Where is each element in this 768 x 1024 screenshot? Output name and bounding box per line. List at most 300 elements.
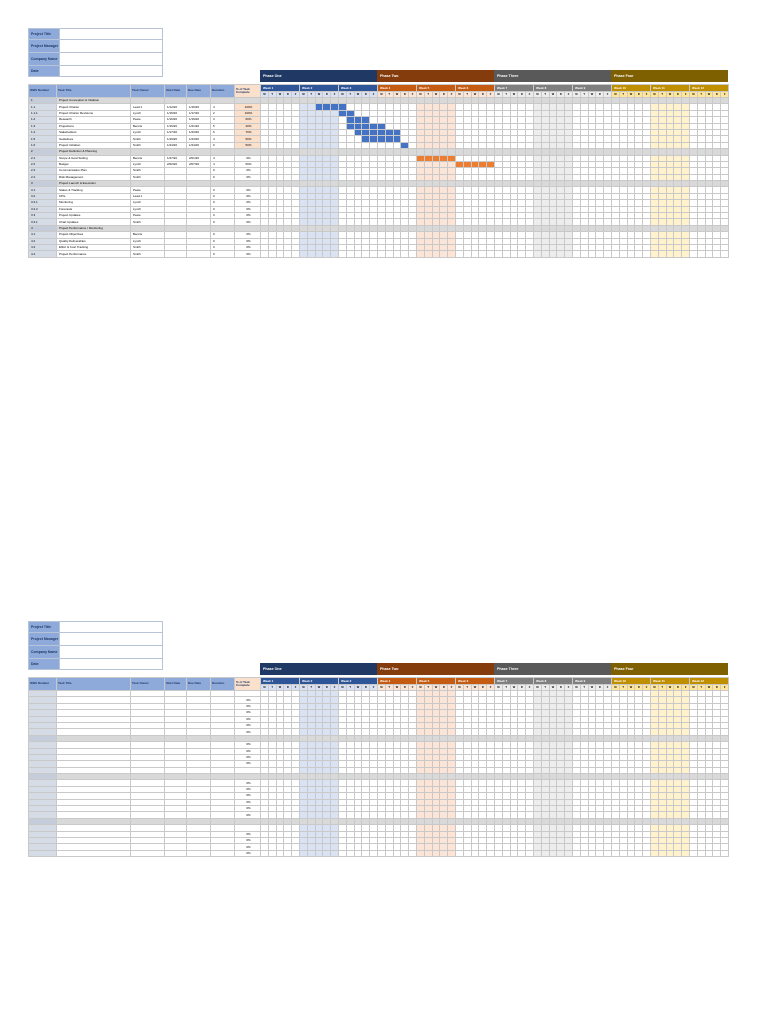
gantt-day-cell[interactable] xyxy=(557,251,565,257)
wbs-number[interactable]: 3.3.1 xyxy=(29,219,57,225)
duration[interactable]: 4 xyxy=(211,136,235,142)
pct-complete[interactable]: 0% xyxy=(235,219,261,225)
duration[interactable]: 5 xyxy=(211,123,235,129)
task-title[interactable]: KPIs xyxy=(57,193,131,199)
duration[interactable]: 4 xyxy=(211,104,235,110)
pct-complete[interactable]: 0% xyxy=(235,697,261,703)
gantt-day-cell[interactable] xyxy=(424,850,432,856)
start-date[interactable]: 1/27/20 xyxy=(165,155,187,161)
gantt-day-cell[interactable] xyxy=(448,251,456,257)
pct-complete[interactable]: 0% xyxy=(235,232,261,238)
task-owner[interactable]: Bennis xyxy=(131,155,165,161)
task-owner[interactable]: Smith xyxy=(131,136,165,142)
gantt-day-cell[interactable] xyxy=(487,251,495,257)
task-owner[interactable]: Peele xyxy=(131,117,165,123)
start-date[interactable]: 1/17/20 xyxy=(165,129,187,135)
gantt-day-cell[interactable] xyxy=(440,251,448,257)
gantt-day-cell[interactable] xyxy=(479,850,487,856)
pct-complete[interactable]: 0% xyxy=(235,780,261,786)
pct-complete[interactable]: 0% xyxy=(235,703,261,709)
due-date[interactable]: 1/19/20 xyxy=(187,117,211,123)
task-title[interactable]: Risk Management xyxy=(57,174,131,180)
gantt-day-cell[interactable] xyxy=(658,251,666,257)
gantt-day-cell[interactable] xyxy=(580,251,588,257)
task-title[interactable]: Budget xyxy=(57,161,131,167)
gantt-day-cell[interactable] xyxy=(261,251,269,257)
wbs-number[interactable]: 4.2 xyxy=(29,238,57,244)
info-value-field[interactable] xyxy=(60,40,163,53)
pct-complete[interactable]: 0% xyxy=(235,200,261,206)
pct-complete[interactable]: 100% xyxy=(235,110,261,116)
gantt-day-cell[interactable] xyxy=(339,251,347,257)
duration[interactable]: 0 xyxy=(211,142,235,148)
task-owner[interactable]: Lynch xyxy=(131,200,165,206)
pct-complete[interactable]: 0% xyxy=(235,174,261,180)
day-label: M xyxy=(417,92,425,98)
wbs-number[interactable] xyxy=(29,850,57,856)
gantt-day-cell[interactable] xyxy=(315,850,323,856)
wbs-number[interactable]: 1.1 xyxy=(29,104,57,110)
info-value-field[interactable] xyxy=(60,622,163,633)
gantt-day-cell[interactable] xyxy=(565,251,573,257)
task-owner-header: Task Owner xyxy=(131,85,165,98)
gantt-day-cell[interactable] xyxy=(651,251,659,257)
gantt-day-cell[interactable] xyxy=(487,850,495,856)
task-title[interactable]: Project Updates xyxy=(57,213,131,219)
due-date[interactable]: 2/07/20 xyxy=(187,161,211,167)
pct-complete[interactable]: 60% xyxy=(235,117,261,123)
gantt-day-cell[interactable] xyxy=(417,850,425,856)
gantt-day-cell[interactable] xyxy=(604,850,612,856)
day-label: T xyxy=(697,92,705,98)
gantt-day-cell[interactable] xyxy=(588,850,596,856)
gantt-day-cell[interactable] xyxy=(276,251,284,257)
wbs-number[interactable]: 2.2 xyxy=(29,161,57,167)
duration[interactable]: 2 xyxy=(211,110,235,116)
pct-complete[interactable]: 0% xyxy=(235,806,261,812)
gantt-day-cell[interactable] xyxy=(456,251,464,257)
wbs-number[interactable]: 3.3 xyxy=(29,213,57,219)
wbs-number[interactable]: 2.3 xyxy=(29,168,57,174)
gantt-day-cell[interactable] xyxy=(385,850,393,856)
task-owner[interactable]: Peele xyxy=(131,213,165,219)
duration[interactable]: 0 xyxy=(211,193,235,199)
pct-complete[interactable]: 0% xyxy=(235,238,261,244)
pct-complete[interactable]: 70% xyxy=(235,129,261,135)
gantt-day-cell[interactable] xyxy=(268,850,276,856)
gantt-day-cell[interactable] xyxy=(323,850,331,856)
wbs-number[interactable]: 1.1.1 xyxy=(29,110,57,116)
gantt-day-cell[interactable] xyxy=(619,251,627,257)
wbs-number[interactable]: 2.1 xyxy=(29,155,57,161)
wbs-number[interactable]: 4.4 xyxy=(29,251,57,257)
day-label: W xyxy=(549,685,557,691)
task-title[interactable]: Scope & Goal Setting xyxy=(57,155,131,161)
wbs-number[interactable]: 3 xyxy=(29,181,57,187)
task-title[interactable]: Research xyxy=(57,117,131,123)
due-date[interactable] xyxy=(187,850,211,856)
task-title[interactable]: Project Performance / Monitoring xyxy=(57,225,131,231)
gantt-day-cell[interactable] xyxy=(518,251,526,257)
pct-complete[interactable]: 0% xyxy=(235,831,261,837)
gantt-day-cell[interactable] xyxy=(697,251,705,257)
pct-complete[interactable]: 0% xyxy=(235,168,261,174)
gantt-day-cell[interactable] xyxy=(713,251,721,257)
duration[interactable]: 0 xyxy=(211,168,235,174)
gantt-day-cell[interactable] xyxy=(658,850,666,856)
task-title[interactable] xyxy=(57,850,131,856)
gantt-day-cell[interactable] xyxy=(612,251,620,257)
gantt-day-cell[interactable] xyxy=(284,251,292,257)
gantt-day-cell[interactable] xyxy=(479,251,487,257)
info-value-field[interactable] xyxy=(60,659,163,670)
gantt-day-cell[interactable] xyxy=(541,850,549,856)
wbs-number[interactable]: 2 xyxy=(29,149,57,155)
gantt-day-cell[interactable] xyxy=(417,251,425,257)
gantt-day-cell[interactable] xyxy=(573,850,581,856)
gantt-day-cell[interactable] xyxy=(354,850,362,856)
gantt-day-cell[interactable] xyxy=(401,251,409,257)
start-date[interactable]: 1/24/20 xyxy=(165,142,187,148)
gantt-day-cell[interactable] xyxy=(432,251,440,257)
gantt-day-cell[interactable] xyxy=(378,251,386,257)
gantt-day-cell[interactable] xyxy=(331,850,339,856)
duration[interactable]: 0 xyxy=(211,187,235,193)
gantt-day-cell[interactable] xyxy=(424,251,432,257)
task-owner[interactable]: Bennis xyxy=(131,123,165,129)
gantt-day-cell[interactable] xyxy=(635,850,643,856)
pct-complete[interactable]: 0% xyxy=(235,187,261,193)
task-title[interactable]: Quality Deliverables xyxy=(57,238,131,244)
duration[interactable]: 6 xyxy=(211,129,235,135)
start-date[interactable]: 1/19/20 xyxy=(165,136,187,142)
week-label: Week 8 xyxy=(534,85,573,92)
gantt-day-cell[interactable] xyxy=(346,850,354,856)
task-owner[interactable]: Lynch xyxy=(131,110,165,116)
phase-label: Phase One xyxy=(260,663,377,675)
wbs-number[interactable]: 4 xyxy=(29,225,57,231)
gantt-day-cell[interactable] xyxy=(456,850,464,856)
gantt-day-cell[interactable] xyxy=(604,251,612,257)
pct-complete[interactable]: 50% xyxy=(235,136,261,142)
gantt-day-cell[interactable] xyxy=(690,850,698,856)
gantt-day-cell[interactable] xyxy=(370,251,378,257)
due-date[interactable]: 1/24/20 xyxy=(187,142,211,148)
gantt-day-cell[interactable] xyxy=(651,850,659,856)
wbs-number[interactable]: 3.2.1 xyxy=(29,200,57,206)
day-label: T xyxy=(658,685,666,691)
pct-complete[interactable]: 0% xyxy=(235,251,261,257)
gantt-day-cell[interactable] xyxy=(596,850,604,856)
task-title[interactable]: Chart Updates xyxy=(57,219,131,225)
gantt-day-cell[interactable] xyxy=(284,850,292,856)
task-owner[interactable]: Lynch xyxy=(131,206,165,212)
task-title[interactable]: Projections xyxy=(57,123,131,129)
wbs-number[interactable]: 4.1 xyxy=(29,232,57,238)
task-title[interactable]: Forecasts xyxy=(57,206,131,212)
gantt-day-cell[interactable] xyxy=(471,251,479,257)
gantt-day-cell[interactable] xyxy=(463,251,471,257)
wbs-number[interactable]: 3.2 xyxy=(29,193,57,199)
duration[interactable]: 0 xyxy=(211,251,235,257)
start-date[interactable] xyxy=(165,850,187,856)
duration[interactable]: 0 xyxy=(211,174,235,180)
wbs-number[interactable]: 1 xyxy=(29,98,57,104)
gantt-day-cell[interactable] xyxy=(526,251,534,257)
gantt-day-cell[interactable] xyxy=(463,850,471,856)
wbs-number[interactable]: 1.4 xyxy=(29,129,57,135)
gantt-day-cell[interactable] xyxy=(300,251,308,257)
gantt-day-cell[interactable] xyxy=(682,251,690,257)
gantt-day-cell[interactable] xyxy=(354,251,362,257)
due-date[interactable]: 1/23/20 xyxy=(187,129,211,135)
due-date[interactable] xyxy=(187,251,211,257)
pct-complete[interactable]: 0% xyxy=(235,837,261,843)
duration[interactable]: 0 xyxy=(211,213,235,219)
task-title[interactable]: Project Charter Revisions xyxy=(57,110,131,116)
task-owner[interactable] xyxy=(131,850,165,856)
task-title[interactable]: Project Performance xyxy=(57,251,131,257)
gantt-day-cell[interactable] xyxy=(393,251,401,257)
start-date[interactable]: 1/12/20 xyxy=(165,104,187,110)
gantt-day-cell[interactable] xyxy=(323,251,331,257)
task-owner[interactable]: Lead 1 xyxy=(131,193,165,199)
gantt-day-cell[interactable] xyxy=(697,850,705,856)
info-value-field[interactable] xyxy=(60,66,163,77)
gantt-day-cell[interactable] xyxy=(690,251,698,257)
pct-complete[interactable]: 50% xyxy=(235,161,261,167)
wbs-number[interactable]: 3.2.2 xyxy=(29,206,57,212)
task-title[interactable]: Stakeholders xyxy=(57,129,131,135)
day-label: R xyxy=(674,685,682,691)
task-title[interactable]: Project Launch & Execution xyxy=(57,181,131,187)
duration[interactable]: 0 xyxy=(211,219,235,225)
task-owner[interactable]: Lynch xyxy=(131,161,165,167)
duration[interactable]: 4 xyxy=(211,155,235,161)
pct-complete[interactable]: 0% xyxy=(235,786,261,792)
pct-complete[interactable]: 0% xyxy=(235,206,261,212)
gantt-day-cell[interactable] xyxy=(627,850,635,856)
gantt-day-cell[interactable] xyxy=(315,251,323,257)
start-date[interactable]: 2/02/20 xyxy=(165,161,187,167)
info-value-field[interactable] xyxy=(60,29,163,40)
task-title[interactable]: Project Definition & Planning xyxy=(57,149,131,155)
gantt-day-cell[interactable] xyxy=(261,850,269,856)
gantt-day-cell[interactable] xyxy=(307,251,315,257)
gantt-day-cell[interactable] xyxy=(362,251,370,257)
pct-complete[interactable]: 0% xyxy=(235,193,261,199)
week-label: Week 8 xyxy=(534,678,573,685)
gantt-day-cell[interactable] xyxy=(666,850,674,856)
project-info-table xyxy=(28,28,163,77)
gantt-day-cell[interactable] xyxy=(627,251,635,257)
gantt-day-cell[interactable] xyxy=(292,850,300,856)
gantt-day-cell[interactable] xyxy=(432,850,440,856)
pct-complete[interactable]: 100% xyxy=(235,104,261,110)
wbs-number[interactable]: 1.2 xyxy=(29,117,57,123)
start-date[interactable]: 1/16/20 xyxy=(165,117,187,123)
gantt-day-cell[interactable] xyxy=(409,251,417,257)
pct-complete[interactable]: 0% xyxy=(235,716,261,722)
due-date[interactable]: 2/01/20 xyxy=(187,155,211,161)
gantt-day-cell[interactable] xyxy=(580,850,588,856)
pct-complete[interactable]: 0% xyxy=(235,754,261,760)
start-date[interactable]: 1/15/20 xyxy=(165,110,187,116)
duration[interactable]: 0 xyxy=(211,200,235,206)
task-owner[interactable]: Smith xyxy=(131,251,165,257)
gantt-day-cell[interactable] xyxy=(534,850,542,856)
pct-complete[interactable]: 0% xyxy=(235,742,261,748)
gantt-day-cell[interactable] xyxy=(612,850,620,856)
gantt-day-cell[interactable] xyxy=(643,251,651,257)
gantt-day-cell[interactable] xyxy=(339,850,347,856)
gantt-day-cell[interactable] xyxy=(596,251,604,257)
day-label: R xyxy=(323,685,331,691)
pct-complete[interactable]: 0% xyxy=(235,748,261,754)
gantt-day-cell[interactable] xyxy=(440,850,448,856)
wbs-number[interactable]: 2.4 xyxy=(29,174,57,180)
gantt-day-cell[interactable] xyxy=(378,850,386,856)
gantt-day-cell[interactable] xyxy=(370,850,378,856)
duration[interactable]: 0 xyxy=(211,238,235,244)
task-title[interactable]: Monitoring xyxy=(57,200,131,206)
task-title[interactable]: Communication Plan xyxy=(57,168,131,174)
task-owner[interactable]: Lead 1 xyxy=(131,104,165,110)
gantt-day-cell[interactable] xyxy=(362,850,370,856)
task-owner[interactable]: Smith xyxy=(131,244,165,250)
duration[interactable]: 3 xyxy=(211,117,235,123)
task-owner[interactable]: Smith xyxy=(131,142,165,148)
gantt-day-cell[interactable] xyxy=(588,251,596,257)
gantt-day-cell[interactable] xyxy=(300,850,308,856)
gantt-day-cell[interactable] xyxy=(541,251,549,257)
pct-complete[interactable]: 0% xyxy=(235,710,261,716)
gantt-day-cell[interactable] xyxy=(635,251,643,257)
gantt-day-cell[interactable] xyxy=(721,251,729,257)
gantt-day-cell[interactable] xyxy=(331,251,339,257)
gantt-table-blank xyxy=(28,677,729,857)
wbs-number[interactable]: 1.5 xyxy=(29,136,57,142)
gantt-day-cell[interactable] xyxy=(557,850,565,856)
gantt-day-cell[interactable] xyxy=(448,850,456,856)
task-owner[interactable]: Peele xyxy=(131,187,165,193)
task-owner[interactable]: Bennis xyxy=(131,232,165,238)
task-owner[interactable]: Lynch xyxy=(131,238,165,244)
pct-complete[interactable]: 0% xyxy=(235,244,261,250)
info-value-field[interactable] xyxy=(60,53,163,66)
gantt-day-cell[interactable] xyxy=(495,850,503,856)
gantt-day-cell[interactable] xyxy=(721,850,729,856)
wbs-number[interactable]: 3.1 xyxy=(29,187,57,193)
gantt-day-cell[interactable] xyxy=(526,850,534,856)
pct-complete[interactable]: 0% xyxy=(235,793,261,799)
gantt-day-cell[interactable] xyxy=(565,850,573,856)
gantt-day-cell[interactable] xyxy=(385,251,393,257)
gantt-day-cell[interactable] xyxy=(510,850,518,856)
duration[interactable]: 0 xyxy=(211,206,235,212)
task-title[interactable]: Project Conception & Initiation xyxy=(57,98,131,104)
gantt-day-cell[interactable] xyxy=(573,251,581,257)
task-title[interactable]: Project Objectives xyxy=(57,232,131,238)
gantt-day-cell[interactable] xyxy=(705,251,713,257)
pct-complete[interactable]: 0% xyxy=(235,722,261,728)
gantt-day-cell[interactable] xyxy=(666,251,674,257)
duration[interactable] xyxy=(211,850,235,856)
gantt-day-cell[interactable] xyxy=(393,850,401,856)
gantt-day-cell[interactable] xyxy=(502,850,510,856)
gantt-day-cell[interactable] xyxy=(276,850,284,856)
due-date[interactable]: 1/17/20 xyxy=(187,110,211,116)
pct-complete[interactable]: 0% xyxy=(235,844,261,850)
info-value-field[interactable] xyxy=(60,646,163,659)
gantt-day-cell[interactable] xyxy=(401,850,409,856)
task-title[interactable]: Effort & Cost Tracking xyxy=(57,244,131,250)
gantt-day-cell[interactable] xyxy=(619,850,627,856)
task-owner[interactable]: Lynch xyxy=(131,129,165,135)
due-date[interactable]: 1/23/20 xyxy=(187,136,211,142)
duration[interactable]: 0 xyxy=(211,232,235,238)
gantt-day-cell[interactable] xyxy=(713,850,721,856)
gantt-day-cell[interactable] xyxy=(346,251,354,257)
pct-complete[interactable]: 0% xyxy=(235,729,261,735)
gantt-day-cell[interactable] xyxy=(409,850,417,856)
gantt-day-cell[interactable] xyxy=(268,251,276,257)
pct-complete[interactable]: 40% xyxy=(235,123,261,129)
pct-complete[interactable]: 0% xyxy=(235,761,261,767)
task-title[interactable]: Status & Tracking xyxy=(57,187,131,193)
task-title[interactable]: Project Initiation xyxy=(57,142,131,148)
gantt-day-cell[interactable] xyxy=(502,251,510,257)
due-date[interactable]: 1/21/20 xyxy=(187,123,211,129)
start-date[interactable]: 1/16/20 xyxy=(165,123,187,129)
gantt-day-cell[interactable] xyxy=(510,251,518,257)
pct-complete[interactable]: 0% xyxy=(235,812,261,818)
gantt-day-cell[interactable] xyxy=(549,850,557,856)
pct-complete[interactable]: 0% xyxy=(235,799,261,805)
pct-complete[interactable]: 0% xyxy=(235,213,261,219)
start-date[interactable] xyxy=(165,251,187,257)
gantt-day-cell[interactable] xyxy=(534,251,542,257)
pct-complete[interactable]: 0% xyxy=(235,850,261,856)
gantt-day-cell[interactable] xyxy=(682,850,690,856)
gantt-day-cell[interactable] xyxy=(307,850,315,856)
gantt-day-cell[interactable] xyxy=(549,251,557,257)
gantt-day-cell[interactable] xyxy=(292,251,300,257)
gantt-day-cell[interactable] xyxy=(674,850,682,856)
duration[interactable]: 4 xyxy=(211,161,235,167)
gantt-day-cell[interactable] xyxy=(471,850,479,856)
pct-complete[interactable]: 0% xyxy=(235,155,261,161)
gantt-day-cell[interactable] xyxy=(518,850,526,856)
gantt-day-cell[interactable] xyxy=(495,251,503,257)
wbs-number[interactable]: 1.6 xyxy=(29,142,57,148)
gantt-day-cell[interactable] xyxy=(674,251,682,257)
pct-complete[interactable]: 50% xyxy=(235,142,261,148)
task-owner[interactable]: Smith xyxy=(131,174,165,180)
wbs-number[interactable]: 1.3 xyxy=(29,123,57,129)
day-label: T xyxy=(502,685,510,691)
task-title[interactable]: Project Charter xyxy=(57,104,131,110)
wbs-number[interactable]: 4.3 xyxy=(29,244,57,250)
gantt-day-cell[interactable] xyxy=(643,850,651,856)
info-value-field[interactable] xyxy=(60,633,163,646)
task-title[interactable]: Guidelines xyxy=(57,136,131,142)
due-date[interactable]: 1/16/20 xyxy=(187,104,211,110)
gantt-day-cell[interactable] xyxy=(705,850,713,856)
task-owner[interactable]: Smith xyxy=(131,168,165,174)
duration[interactable]: 0 xyxy=(211,244,235,250)
task-owner[interactable]: Smith xyxy=(131,219,165,225)
